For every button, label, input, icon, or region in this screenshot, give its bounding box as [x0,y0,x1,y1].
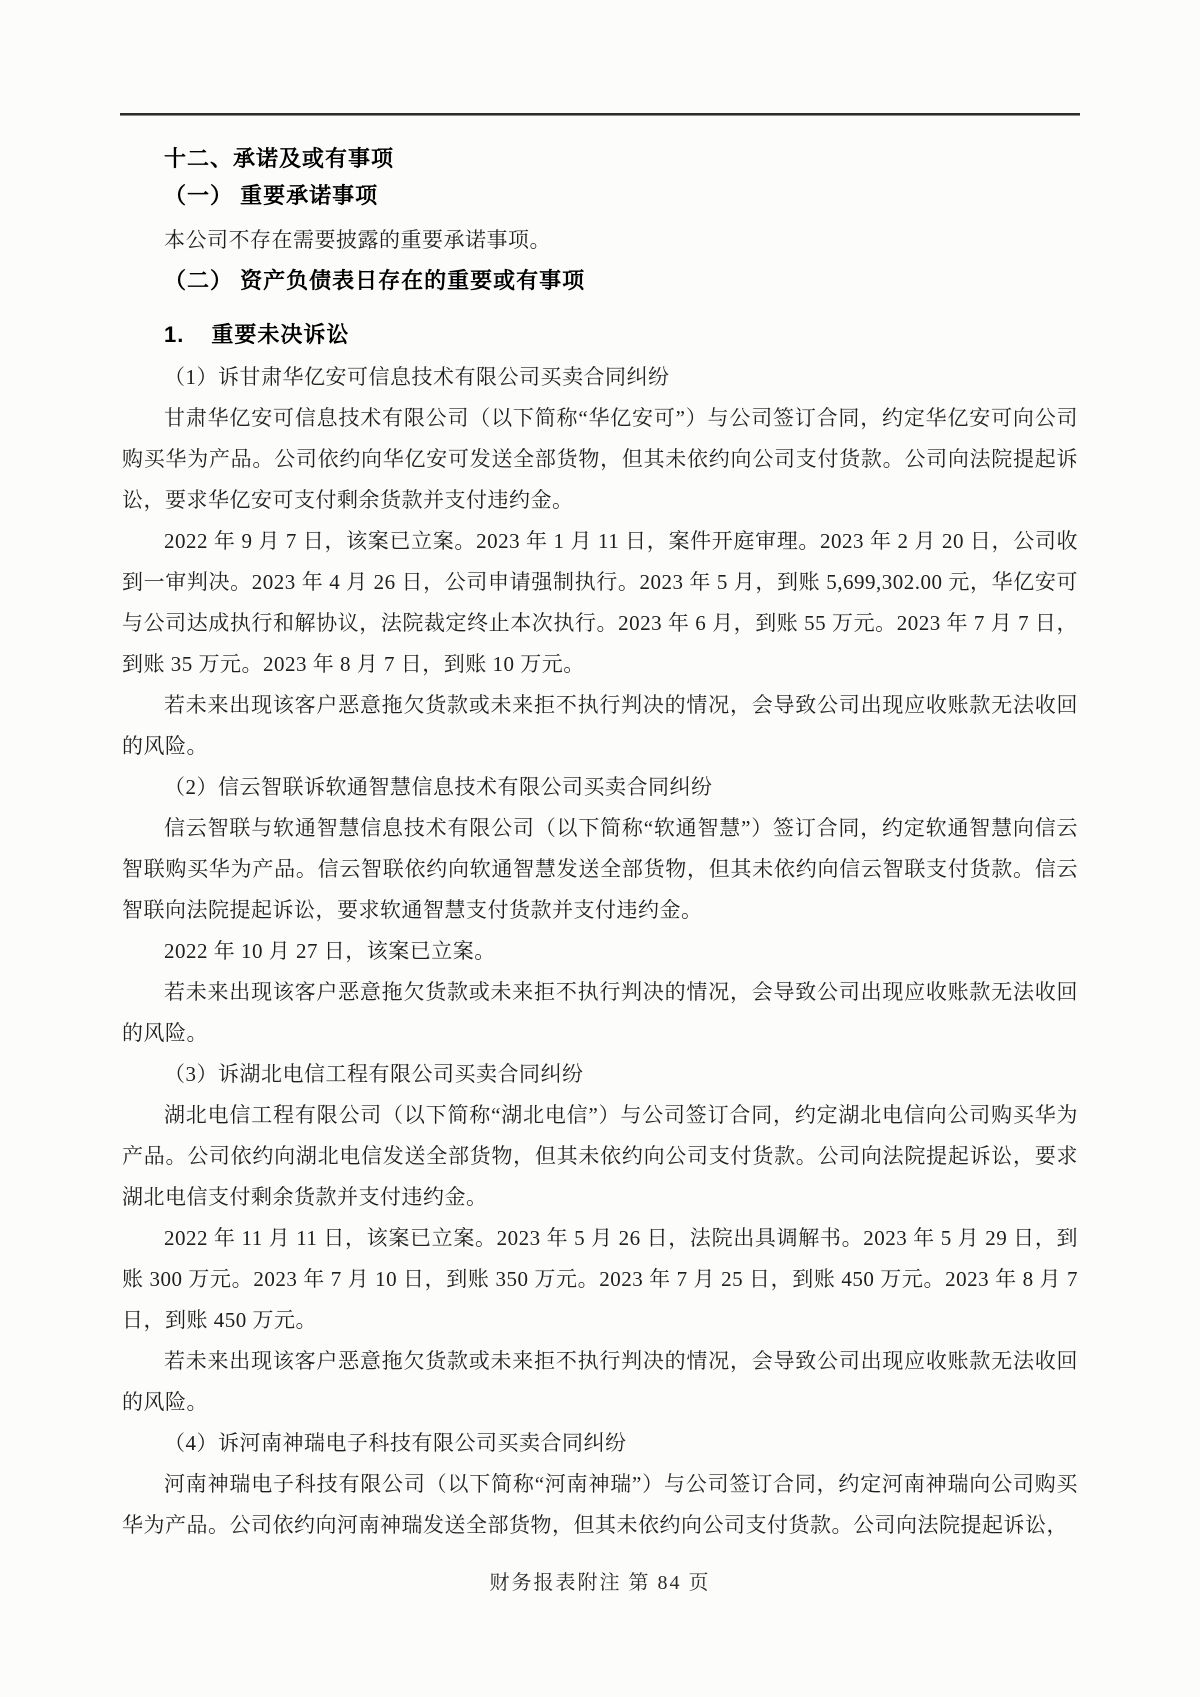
case-4-paragraph: 河南神瑞电子科技有限公司（以下简称“河南神瑞”）与公司签订合同，约定河南神瑞向公司购买华为产品。公司依约向河南神瑞发送全部货物，但其未依约向公司支付货款。公司向法院提起诉讼， [122,1472,1078,1537]
section-12-title: 十二、承诺及或有事项 [164,146,395,171]
case-4-heading: （4）诉河南神瑞电子科技有限公司买卖合同纠纷 [164,1431,627,1455]
page-content [122,0,1078,1546]
subsection-2-title: （二） 资产负债表日存在的重要或有事项 [164,268,586,293]
case-3-paragraph: 若未来出现该客户恶意拖欠货款或未来拒不执行判决的情况，会导致公司出现应收账款无法收回的风险。 [122,1349,1078,1414]
litigation-title [122,321,1078,349]
case-2-paragraph: 若未来出现该客户恶意拖欠货款或未来拒不执行判决的情况，会导致公司出现应收账款无法收回的风险。 [122,980,1078,1045]
case-1-paragraph: 甘肃华亿安可信息技术有限公司（以下简称“华亿安可”）与公司签订合同，约定华亿安可向公司购买华为产品。公司依约向华亿安可发送全部货物，但其未依约向公司支付货款。公司向法院提起诉讼，要求华亿安可支付剩余货款并支付违约金。 [122,406,1078,512]
subsection-1-title: （一） 重要承诺事项 [164,183,379,208]
subsection-1-body: 本公司不存在需要披露的重要承诺事项。 [164,228,551,252]
litigation-number: 1. [164,322,185,347]
case-1-paragraph: 若未来出现该客户恶意拖欠货款或未来拒不执行判决的情况，会导致公司出现应收账款无法收回的风险。 [122,693,1078,758]
case-3-heading: （3）诉湖北电信工程有限公司买卖合同纠纷 [164,1062,584,1086]
case-2-paragraph: 2022 年 10 月 27 日，该案已立案。 [164,939,496,963]
case-1-heading: （1）诉甘肃华亿安可信息技术有限公司买卖合同纠纷 [164,365,670,389]
page-footer: 财务报表附注 第 84 页 [489,1572,711,1594]
case-3-paragraph: 湖北电信工程有限公司（以下简称“湖北电信”）与公司签订合同，约定湖北电信向公司购买华为产品。公司依约向湖北电信发送全部货物，但其未依约向公司支付货款。公司向法院提起诉讼，要求湖北电信支付剩余货款并支付违约金。 [122,1103,1078,1209]
case-2-heading: （2）信云智联诉软通智慧信息技术有限公司买卖合同纠纷 [164,775,713,799]
case-3-paragraph: 2022 年 11 月 11 日，该案已立案。2023 年 5 月 26 日，法院出具调解书。2023 年 5 月 29 日，到账 300 万元。2023 年 7 月 10 日，到账 350 万元。2023 年 7 月 25 日，到账 450 万元。2023 年 8 月 7 日，到账 450 万元。 [122,1226,1078,1332]
litigation-label: 重要未决诉讼 [211,322,350,347]
case-1-paragraph: 2022 年 9 月 7 日，该案已立案。2023 年 1 月 11 日，案件开庭审理。2023 年 2 月 20 日，公司收到一审判决。2023 年 4 月 26 日，公司申请强制执行。2023 年 5 月，到账 5,699,302.00 元，华亿安可与公司达成执行和解协议，法院裁定终止本次执行。2023 年 6 月，到账 55 万元。2023 年 7 月 7 日，到账 35 万元。2023 年 8 月 7 日，到账 10 万元。 [122,529,1078,676]
case-2-paragraph: 信云智联与软通智慧信息技术有限公司（以下简称“软通智慧”）签订合同，约定软通智慧向信云智联购买华为产品。信云智联依约向软通智慧发送全部货物，但其未依约向信云智联支付货款。信云智联向法院提起诉讼，要求软通智慧支付货款并支付违约金。 [122,816,1078,922]
